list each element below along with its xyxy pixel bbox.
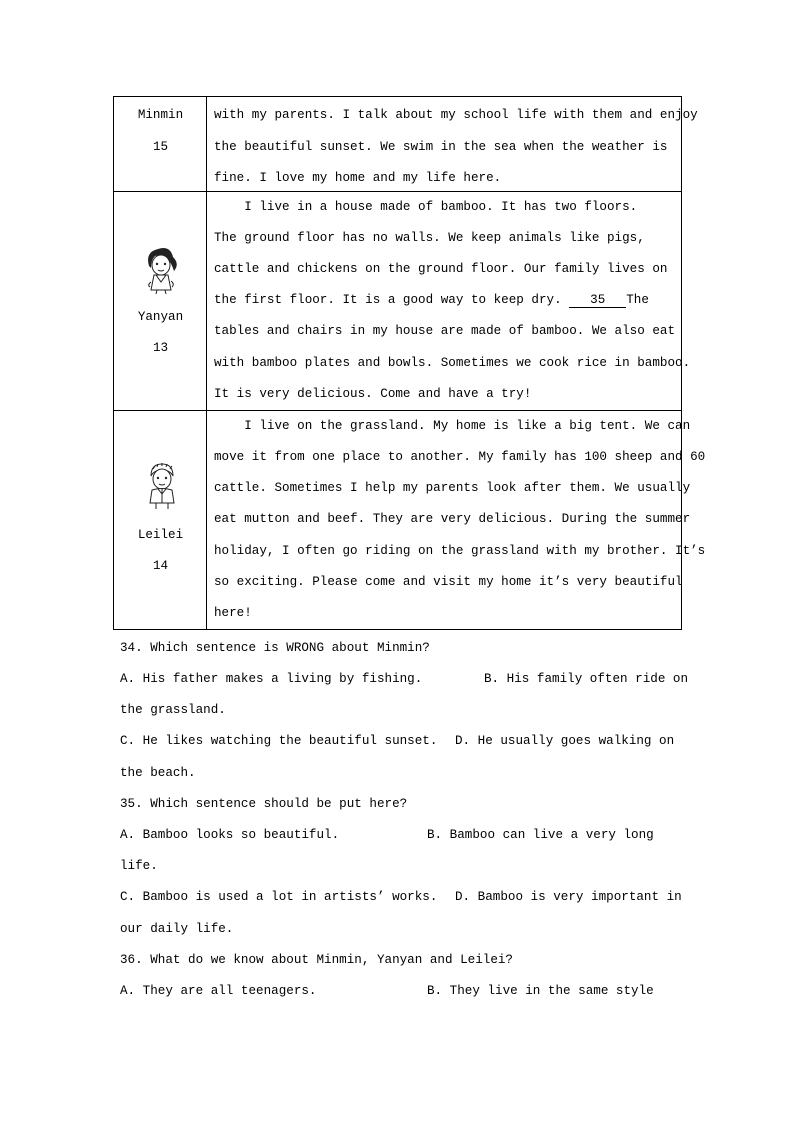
description-line: the beautiful sunset. We swim in the sea when the weather is <box>214 140 668 154</box>
option-d: D. Bamboo is very important in <box>455 890 682 904</box>
option-d: D. He usually goes walking on <box>455 734 675 748</box>
description-line-with-blank <box>214 292 649 308</box>
description-line: The ground floor has no walls. We keep animals like pigs, <box>214 231 645 245</box>
description-text: The <box>626 293 649 307</box>
name-cell-leilei <box>114 411 207 629</box>
description-text: the first floor. It is a good way to keep dry. <box>214 293 570 307</box>
option-d-continued: our daily life. <box>120 922 234 936</box>
option-a: A. Bamboo looks so beautiful. <box>120 828 340 842</box>
question-stem: 36. What do we know about Minmin, Yanyan and Leilei? <box>120 953 513 967</box>
student-age: 15 <box>152 140 169 154</box>
option-b-continued: the grassland. <box>120 703 226 717</box>
option-b: B. His family often ride on <box>484 672 689 686</box>
name-cell-minmin <box>114 97 207 191</box>
description-line: I live in a house made of bamboo. It has two floors. <box>214 200 638 214</box>
description-line: tables and chairs in my house are made of bamboo. We also eat <box>214 324 676 338</box>
option-c: C. Bamboo is used a lot in artists’ works. <box>120 890 438 904</box>
description-line: fine. I love my home and my life here. <box>214 171 502 185</box>
student-name: Leilei <box>137 528 184 542</box>
description-line: so exciting. Please come and visit my home it’s very beautiful <box>214 575 683 589</box>
description-line: with bamboo plates and bowls. Sometimes we cook rice in bamboo. <box>214 356 691 370</box>
description-line: with my parents. I talk about my school life with them and enjoy <box>214 108 698 122</box>
description-line: cattle and chickens on the ground floor. Our family lives on <box>214 262 668 276</box>
option-a: A. His father makes a living by fishing. <box>120 672 423 686</box>
description-line: eat mutton and beef. They are very delicious. During the summer <box>214 512 691 526</box>
option-c: C. He likes watching the beautiful sunset. <box>120 734 438 748</box>
table-row-yanyan <box>114 192 691 411</box>
table-row-minmin <box>114 97 698 192</box>
description-line: here! <box>214 606 252 620</box>
question-stem: 34. Which sentence is WRONG about Minmin? <box>120 641 430 655</box>
student-name: Minmin <box>137 108 184 122</box>
student-name: Yanyan <box>137 310 184 324</box>
question-stem: 35. Which sentence should be put here? <box>120 797 408 811</box>
name-cell-yanyan <box>114 192 207 410</box>
option-a: A. They are all teenagers. <box>120 984 317 998</box>
boy-portrait-icon <box>140 459 184 509</box>
option-b-continued: life. <box>120 859 158 873</box>
answer-blank-35: 35 <box>569 293 626 308</box>
description-line: move it from one place to another. My family has 100 sheep and 60 <box>214 450 706 464</box>
option-b: B. They live in the same style <box>427 984 654 998</box>
girl-portrait-icon <box>140 244 184 294</box>
student-homes-table <box>113 96 706 630</box>
option-d-continued: the beach. <box>120 766 196 780</box>
table-row-leilei <box>114 411 706 629</box>
description-line: It is very delicious. Come and have a try! <box>214 387 532 401</box>
option-b: B. Bamboo can live a very long <box>427 828 654 842</box>
student-age: 13 <box>152 341 169 355</box>
description-line: I live on the grassland. My home is like a big tent. We can <box>214 419 691 433</box>
description-line: cattle. Sometimes I help my parents look after them. We usually <box>214 481 691 495</box>
description-line: holiday, I often go riding on the grassland with my brother. It’s <box>214 544 706 558</box>
student-age: 14 <box>152 559 169 573</box>
